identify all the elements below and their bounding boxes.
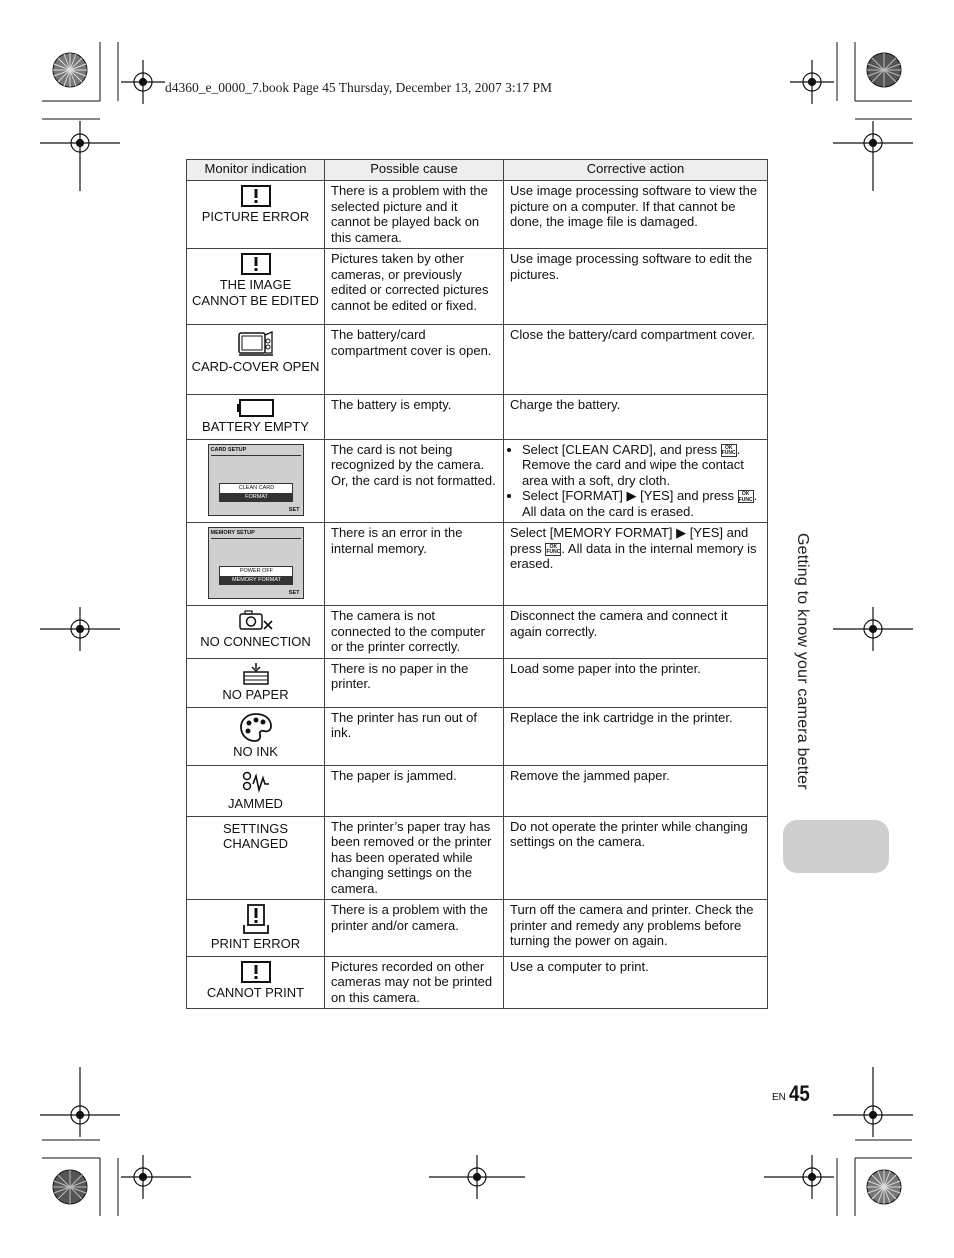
battery-empty-icon xyxy=(237,399,275,417)
screen-set-ok: SET xyxy=(288,506,300,513)
fix-cell: Use a computer to print. xyxy=(504,956,768,1009)
fix-cell: Charge the battery. xyxy=(504,395,768,440)
cause-cell: The printer has run out of ink. xyxy=(325,707,504,765)
table-row xyxy=(187,707,768,765)
fix-cell: Remove the jammed paper. xyxy=(504,765,768,816)
screen-option: CLEAN CARD xyxy=(219,483,293,494)
screen-option-selected: MEMORY FORMAT xyxy=(219,576,293,585)
table-row xyxy=(187,765,768,816)
cause-cell: The printer’s paper tray has been removed or the printer has been operated while changing settings on the camera. xyxy=(325,816,504,900)
cause-cell: The card is not being recognized by the camera. Or, the card is not formatted. xyxy=(325,439,504,523)
memory-setup-screen xyxy=(208,527,304,599)
side-chapter-heading: Getting to know your camera better xyxy=(794,533,811,790)
cause-cell: There is an error in the internal memory. xyxy=(325,523,504,606)
monitor-cell xyxy=(187,325,325,395)
screen-title: CARD SETUP xyxy=(210,446,247,453)
fix-cell: Turn off the camera and printer. Check the printer and remedy any problems before turning the power on again. xyxy=(504,900,768,957)
card-setup-screen xyxy=(208,444,304,516)
monitor-label: CANNOT PRINT xyxy=(206,984,305,1000)
monitor-label: CARD-COVER OPEN xyxy=(191,359,320,374)
print-header-line: d4360_e_0000_7.book Page 45 Thursday, December 13, 2007 3:17 PM xyxy=(165,80,552,95)
camera-disconnected-icon xyxy=(237,610,275,632)
monitor-cell xyxy=(187,395,325,440)
page-number: 45 xyxy=(789,1081,810,1106)
header-monitor-indication: Monitor indication xyxy=(187,160,325,181)
monitor-cell xyxy=(187,658,325,707)
fix-cell: Use image processing software to view the picture on a computer. If that cannot be done, the image file is damaged. xyxy=(504,181,768,249)
monitor-cell xyxy=(187,439,325,523)
chapter-tab xyxy=(783,820,889,873)
monitor-cell xyxy=(187,956,325,1009)
ink-palette-icon xyxy=(239,712,273,742)
cause-cell: The camera is not connected to the computer or the printer correctly. xyxy=(325,606,504,659)
table-row xyxy=(187,816,768,900)
table-row xyxy=(187,523,768,606)
cause-cell: There is a problem with the selected picture and it cannot be played back on this camera. xyxy=(325,181,504,249)
fix-cell: Replace the ink cartridge in the printer. xyxy=(504,707,768,765)
monitor-cell xyxy=(187,816,325,900)
error-messages-table xyxy=(186,159,768,1009)
fix-cell: Load some paper into the printer. xyxy=(504,658,768,707)
table-row xyxy=(187,606,768,659)
monitor-cell xyxy=(187,765,325,816)
monitor-label: NO INK xyxy=(233,743,278,759)
exclamation-box-icon xyxy=(241,185,271,207)
paper-jam-icon xyxy=(241,770,271,794)
fix-item: • Select [CLEAN CARD], and press OK FUNC. Remove the card and wipe the contact area with a soft, dry cloth. xyxy=(522,442,762,489)
monitor-cell xyxy=(187,181,325,249)
cause-cell: There is a problem with the printer and/or camera. xyxy=(325,900,504,957)
monitor-label: THE IMAGE CANNOT BE EDITED xyxy=(192,277,319,308)
fix-cell: Disconnect the camera and connect it again correctly. xyxy=(504,606,768,659)
monitor-label: JAMMED xyxy=(228,795,283,811)
cause-cell: Pictures recorded on other cameras may not be printed on this camera. xyxy=(325,956,504,1009)
table-row xyxy=(187,181,768,249)
screen-set-ok: SET xyxy=(288,590,300,596)
fix-cell: Close the battery/card compartment cover. xyxy=(504,325,768,395)
table-row xyxy=(187,658,768,707)
exclamation-box-icon xyxy=(241,961,271,983)
table-row xyxy=(187,439,768,523)
cause-cell: The battery/card compartment cover is open. xyxy=(325,325,504,395)
cause-cell: The battery is empty. xyxy=(325,395,504,440)
monitor-cell xyxy=(187,249,325,325)
screen-option: POWER OFF xyxy=(219,566,293,577)
fix-cell: Use image processing software to edit the pictures. xyxy=(504,249,768,325)
monitor-label: PICTURE ERROR xyxy=(201,209,310,224)
fix-cell: Select [MEMORY FORMAT] ▶ [YES] and press OK FUNC. All data in the internal memory is erased. xyxy=(504,523,768,606)
monitor-label: NO PAPER xyxy=(222,686,289,702)
monitor-cell xyxy=(187,606,325,659)
no-paper-icon xyxy=(241,663,271,685)
camera-card-cover-icon xyxy=(237,329,275,357)
printer-error-icon xyxy=(243,904,269,934)
fix-cell xyxy=(504,439,768,523)
exclamation-box-icon xyxy=(241,253,271,275)
table-row xyxy=(187,249,768,325)
header-possible-cause: Possible cause xyxy=(325,160,504,181)
monitor-label: SETTINGS CHANGED xyxy=(222,820,288,851)
fix-cell: Do not operate the printer while changing settings on the camera. xyxy=(504,816,768,900)
cause-cell: Pictures taken by other cameras, or previously edited or corrected pictures cannot be edited or fixed. xyxy=(325,249,504,325)
monitor-cell xyxy=(187,523,325,606)
table-header-row xyxy=(187,160,768,181)
monitor-cell xyxy=(187,900,325,957)
table-row xyxy=(187,395,768,440)
ok-func-button-icon: OK FUNC xyxy=(721,444,736,457)
screen-title: MEMORY SETUP xyxy=(210,530,255,536)
table-row xyxy=(187,325,768,395)
ok-func-button-icon: OK FUNC xyxy=(738,491,753,503)
monitor-label: NO CONNECTION xyxy=(200,634,311,649)
monitor-label: PRINT ERROR xyxy=(210,936,301,951)
page-language: EN xyxy=(772,1092,786,1103)
header-corrective-action: Corrective action xyxy=(504,160,768,181)
table-row xyxy=(187,900,768,957)
monitor-cell xyxy=(187,707,325,765)
cause-cell: The paper is jammed. xyxy=(325,765,504,816)
ok-func-button-icon: OK FUNC xyxy=(546,543,561,556)
table-row xyxy=(187,956,768,1009)
cause-cell: There is no paper in the printer. xyxy=(325,658,504,707)
monitor-label: BATTERY EMPTY xyxy=(202,419,309,434)
fix-item: • Select [FORMAT] ▶ [YES] and press OK FUNC. All data on the card is erased. xyxy=(522,488,762,519)
screen-option-selected: FORMAT xyxy=(219,493,293,502)
